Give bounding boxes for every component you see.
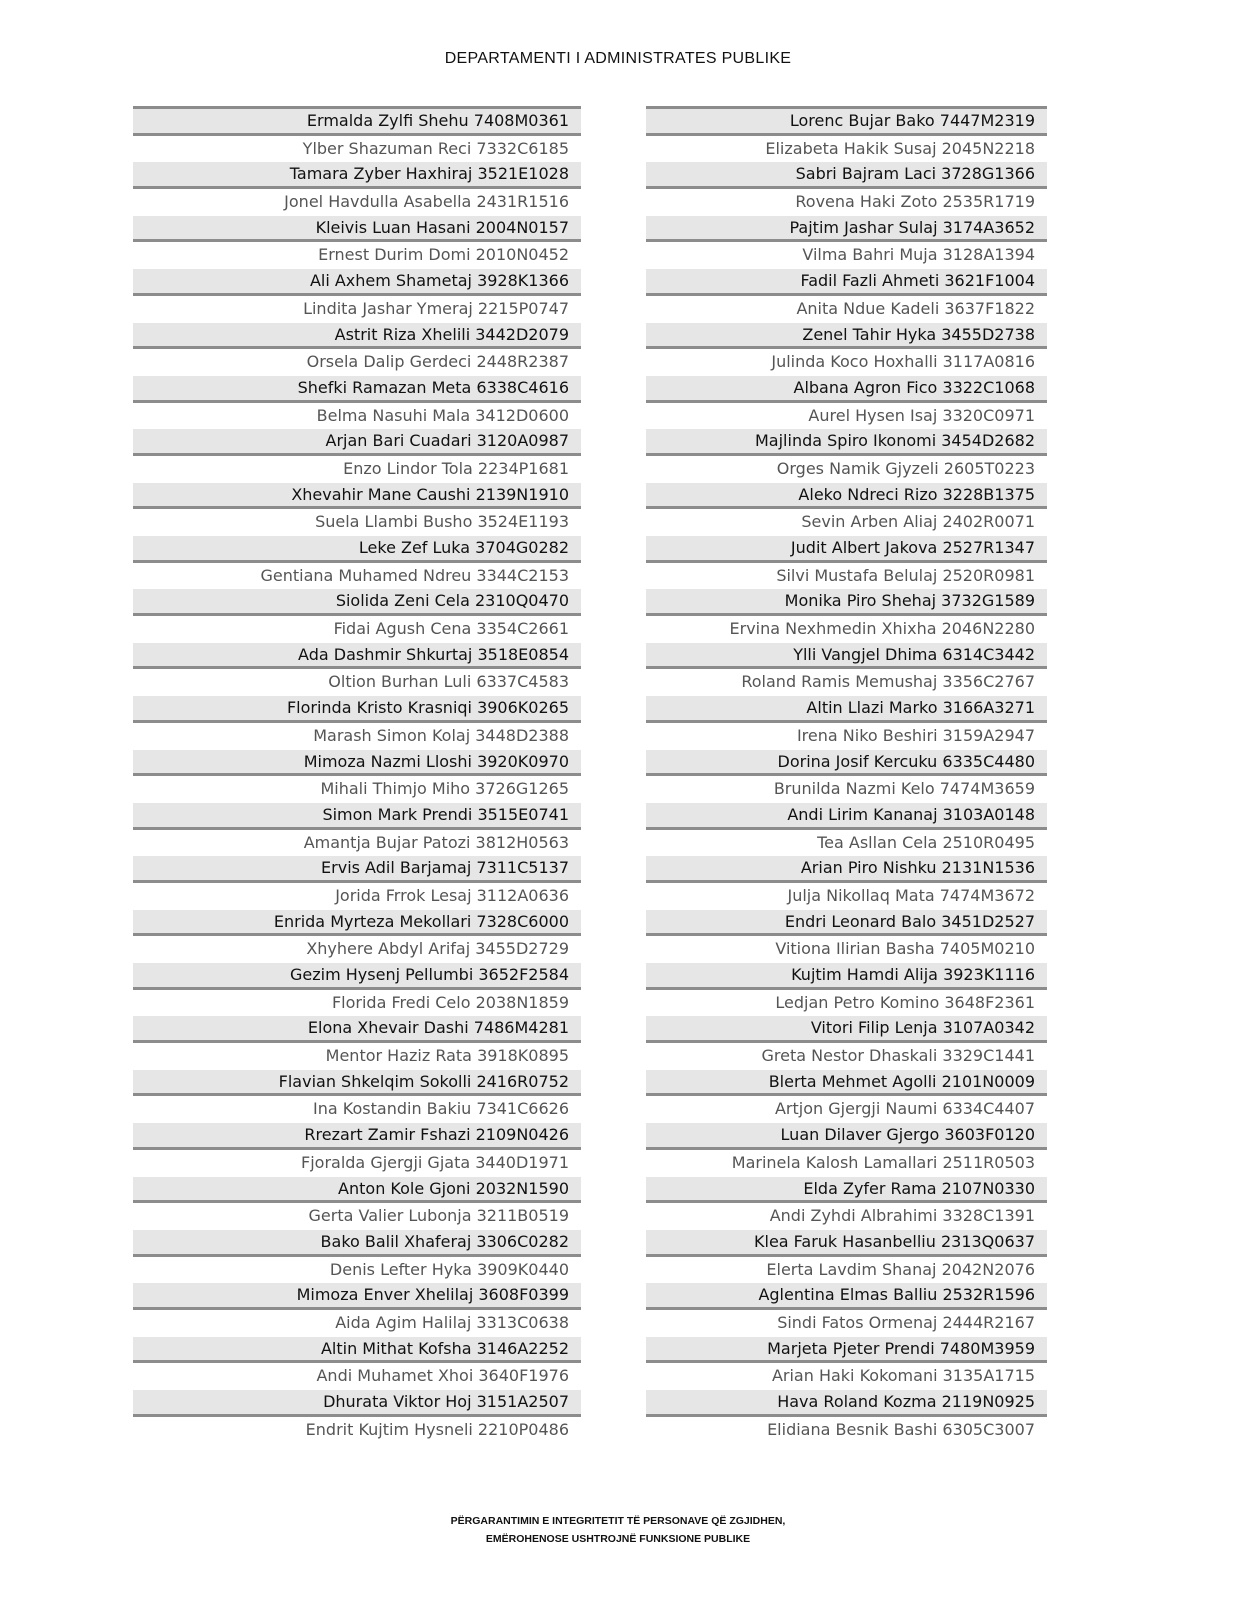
footer-line-1: PËRGARANTIMIN E INTEGRITETIT TË PERSONAVE QË ZGJIDHEN, — [450, 1515, 786, 1527]
list-item: Sindi Fatos Ormenaj 2444R2167 — [646, 1310, 1047, 1337]
list-item: Oltion Burhan Luli 6337C4583 — [133, 669, 581, 696]
list-item: Brunilda Nazmi Kelo 7474M3659 — [646, 776, 1047, 803]
list-item: Ali Axhem Shametaj 3928K1366 — [133, 269, 581, 296]
list-item: Ernest Durim Domi 2010N0452 — [133, 242, 581, 269]
list-item: Aida Agim Halilaj 3313C0638 — [133, 1310, 581, 1337]
list-item: Florida Fredi Celo 2038N1859 — [133, 990, 581, 1017]
list-item: Astrit Riza Xhelili 3442D2079 — [133, 323, 581, 350]
list-item: Shefki Ramazan Meta 6338C4616 — [133, 376, 581, 403]
list-item: Denis Lefter Hyka 3909K0440 — [133, 1257, 581, 1284]
list-item: Flavian Shkelqim Sokolli 2416R0752 — [133, 1070, 581, 1097]
list-item: Dhurata Viktor Hoj 3151A2507 — [133, 1390, 581, 1417]
list-item: Gerta Valier Lubonja 3211B0519 — [133, 1203, 581, 1230]
list-item: Roland Ramis Memushaj 3356C2767 — [646, 669, 1047, 696]
list-item: Julja Nikollaq Mata 7474M3672 — [646, 883, 1047, 910]
list-item: Albana Agron Fico 3322C1068 — [646, 376, 1047, 403]
list-item: Rrezart Zamir Fshazi 2109N0426 — [133, 1123, 581, 1150]
list-item: Arian Piro Nishku 2131N1536 — [646, 856, 1047, 883]
list-item: Mimoza Nazmi Lloshi 3920K0970 — [133, 750, 581, 777]
list-item: Florinda Kristo Krasniqi 3906K0265 — [133, 696, 581, 723]
list-item: Suela Llambi Busho 3524E1193 — [133, 509, 581, 536]
page-footer — [0, 1512, 1236, 1548]
list-item: Amantja Bujar Patozi 3812H0563 — [133, 830, 581, 857]
list-item: Vitiona Ilirian Basha 7405M0210 — [646, 936, 1047, 963]
list-item: Andi Lirim Kananaj 3103A0148 — [646, 803, 1047, 830]
list-item: Simon Mark Prendi 3515E0741 — [133, 803, 581, 830]
list-item: Klea Faruk Hasanbelliu 2313Q0637 — [646, 1230, 1047, 1257]
list-item: Judit Albert Jakova 2527R1347 — [646, 536, 1047, 563]
list-item: Arjan Bari Cuadari 3120A0987 — [133, 429, 581, 456]
list-item: Greta Nestor Dhaskali 3329C1441 — [646, 1043, 1047, 1070]
list-item: Elda Zyfer Rama 2107N0330 — [646, 1177, 1047, 1204]
list-item: Monika Piro Shehaj 3732G1589 — [646, 589, 1047, 616]
list-item: Marinela Kalosh Lamallari 2511R0503 — [646, 1150, 1047, 1177]
list-item: Fadil Fazli Ahmeti 3621F1004 — [646, 269, 1047, 296]
list-item: Vitori Filip Lenja 3107A0342 — [646, 1016, 1047, 1043]
list-item: Aurel Hysen Isaj 3320C0971 — [646, 403, 1047, 430]
list-item: Marash Simon Kolaj 3448D2388 — [133, 723, 581, 750]
list-item: Mihali Thimjo Miho 3726G1265 — [133, 776, 581, 803]
list-item: Artjon Gjergji Naumi 6334C4407 — [646, 1096, 1047, 1123]
list-item: Altin Mithat Kofsha 3146A2252 — [133, 1337, 581, 1364]
list-item: Bako Balil Xhaferaj 3306C0282 — [133, 1230, 581, 1257]
list-item: Hava Roland Kozma 2119N0925 — [646, 1390, 1047, 1417]
list-item: Tamara Zyber Haxhiraj 3521E1028 — [133, 162, 581, 189]
list-item: Ermalda Zylfi Shehu 7408M0361 — [133, 109, 581, 136]
list-item: Aglentina Elmas Balliu 2532R1596 — [646, 1283, 1047, 1310]
list-item: Ylber Shazuman Reci 7332C6185 — [133, 136, 581, 163]
list-item: Ledjan Petro Komino 3648F2361 — [646, 990, 1047, 1017]
list-item: Lindita Jashar Ymeraj 2215P0747 — [133, 296, 581, 323]
list-item: Sevin Arben Aliaj 2402R0071 — [646, 509, 1047, 536]
list-item: Xhevahir Mane Caushi 2139N1910 — [133, 483, 581, 510]
list-item: Sabri Bajram Laci 3728G1366 — [646, 162, 1047, 189]
footer-line-2: EMËROHENOSE USHTROJNË FUNKSIONE PUBLIKE — [485, 1533, 751, 1545]
list-item: Xhyhere Abdyl Arifaj 3455D2729 — [133, 936, 581, 963]
list-item: Vilma Bahri Muja 3128A1394 — [646, 242, 1047, 269]
list-item: Irena Niko Beshiri 3159A2947 — [646, 723, 1047, 750]
left-name-list — [133, 106, 581, 1443]
right-name-list — [646, 106, 1047, 1443]
list-item: Marjeta Pjeter Prendi 7480M3959 — [646, 1337, 1047, 1364]
list-item: Gentiana Muhamed Ndreu 3344C2153 — [133, 563, 581, 590]
list-item: Altin Llazi Marko 3166A3271 — [646, 696, 1047, 723]
list-item: Elerta Lavdim Shanaj 2042N2076 — [646, 1257, 1047, 1284]
list-item: Endri Leonard Balo 3451D2527 — [646, 910, 1047, 937]
list-item: Majlinda Spiro Ikonomi 3454D2682 — [646, 429, 1047, 456]
list-item: Elidiana Besnik Bashi 6305C3007 — [646, 1417, 1047, 1444]
list-item: Zenel Tahir Hyka 3455D2738 — [646, 323, 1047, 350]
list-item: Dorina Josif Kercuku 6335C4480 — [646, 750, 1047, 777]
list-item: Andi Muhamet Xhoi 3640F1976 — [133, 1363, 581, 1390]
list-item: Mimoza Enver Xhelilaj 3608F0399 — [133, 1283, 581, 1310]
list-item: Ada Dashmir Shkurtaj 3518E0854 — [133, 643, 581, 670]
list-item: Silvi Mustafa Belulaj 2520R0981 — [646, 563, 1047, 590]
list-item: Lorenc Bujar Bako 7447M2319 — [646, 109, 1047, 136]
list-item: Jonel Havdulla Asabella 2431R1516 — [133, 189, 581, 216]
list-item: Rovena Haki Zoto 2535R1719 — [646, 189, 1047, 216]
list-item: Blerta Mehmet Agolli 2101N0009 — [646, 1070, 1047, 1097]
list-item: Pajtim Jashar Sulaj 3174A3652 — [646, 216, 1047, 243]
list-item: Aleko Ndreci Rizo 3228B1375 — [646, 483, 1047, 510]
list-item: Elizabeta Hakik Susaj 2045N2218 — [646, 136, 1047, 163]
list-item: Ervina Nexhmedin Xhixha 2046N2280 — [646, 616, 1047, 643]
list-item: Kleivis Luan Hasani 2004N0157 — [133, 216, 581, 243]
list-item: Mentor Haziz Rata 3918K0895 — [133, 1043, 581, 1070]
list-item: Ylli Vangjel Dhima 6314C3442 — [646, 643, 1047, 670]
list-item: Siolida Zeni Cela 2310Q0470 — [133, 589, 581, 616]
list-item: Jorida Frrok Lesaj 3112A0636 — [133, 883, 581, 910]
list-item: Anton Kole Gjoni 2032N1590 — [133, 1177, 581, 1204]
list-item: Fidai Agush Cena 3354C2661 — [133, 616, 581, 643]
list-item: Andi Zyhdi Albrahimi 3328C1391 — [646, 1203, 1047, 1230]
list-item: Tea Asllan Cela 2510R0495 — [646, 830, 1047, 857]
list-item: Ina Kostandin Bakiu 7341C6626 — [133, 1096, 581, 1123]
list-item: Anita Ndue Kadeli 3637F1822 — [646, 296, 1047, 323]
list-item: Enzo Lindor Tola 2234P1681 — [133, 456, 581, 483]
list-item: Leke Zef Luka 3704G0282 — [133, 536, 581, 563]
list-item: Endrit Kujtim Hysneli 2210P0486 — [133, 1417, 581, 1444]
list-item: Orges Namik Gjyzeli 2605T0223 — [646, 456, 1047, 483]
list-item: Ervis Adil Barjamaj 7311C5137 — [133, 856, 581, 883]
list-item: Enrida Myrteza Mekollari 7328C6000 — [133, 910, 581, 937]
list-item: Julinda Koco Hoxhalli 3117A0816 — [646, 349, 1047, 376]
list-item: Fjoralda Gjergji Gjata 3440D1971 — [133, 1150, 581, 1177]
list-item: Luan Dilaver Gjergo 3603F0120 — [646, 1123, 1047, 1150]
list-item: Belma Nasuhi Mala 3412D0600 — [133, 403, 581, 430]
list-item: Kujtim Hamdi Alija 3923K1116 — [646, 963, 1047, 990]
list-item: Gezim Hysenj Pellumbi 3652F2584 — [133, 963, 581, 990]
list-item: Arian Haki Kokomani 3135A1715 — [646, 1363, 1047, 1390]
list-item: Orsela Dalip Gerdeci 2448R2387 — [133, 349, 581, 376]
list-item: Elona Xhevair Dashi 7486M4281 — [133, 1016, 581, 1043]
page-title: DEPARTAMENTI I ADMINISTRATES PUBLIKE — [444, 50, 792, 67]
